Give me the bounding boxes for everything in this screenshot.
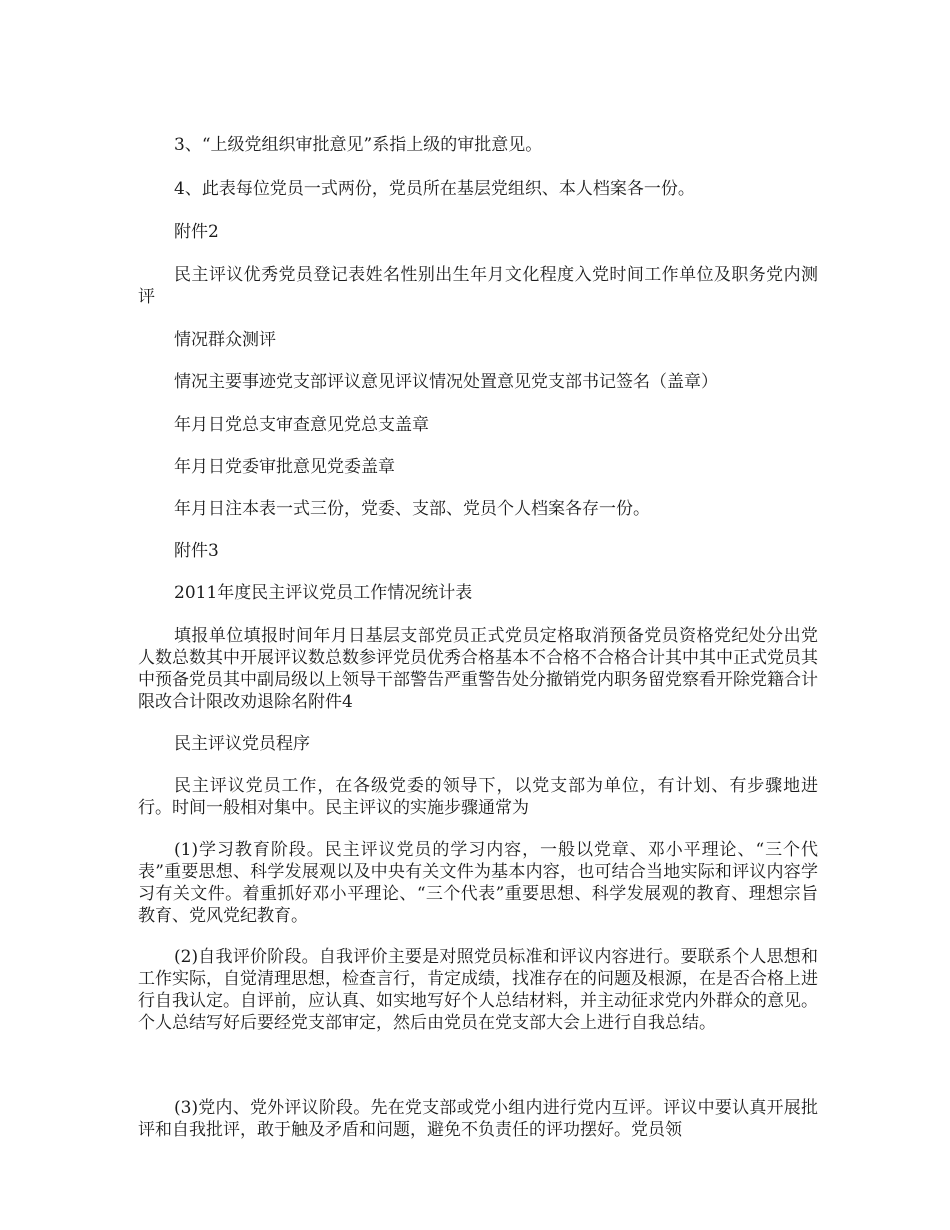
paragraph-note-3: 3、“上级党组织审批意见”系指上级的审批意见。 — [174, 135, 543, 155]
paragraph-step-3: (3)党内、党外评议阶段。先在党支部或党小组内进行党内互评。评议中要认真开展批评和自我批评，敢于触及矛盾和问题，避免不负责任的评功摆好。党员领 — [138, 1098, 818, 1140]
paragraph-party-committee: 年月日党委审批意见党委盖章 — [174, 457, 395, 477]
paragraph-note-4: 4、此表每位党员一式两份，党员所在基层党组织、本人档案各一份。 — [174, 179, 695, 199]
statistics-table-title: 2011年度民主评议党员工作情况统计表 — [174, 583, 473, 603]
paragraph-step-1: (1)学习教育阶段。民主评议党员的学习内容，一般以党章、邓小平理论、“三个代表”重要思想、科学发展观以及中央有关文件为基本内容，也可结合当地实际和评议内容学习有关文件。着重抓好邓小平理论、“三个代表”重要思想、科学发展观的教育、理想宗旨教育、党风党纪教育。 — [138, 840, 818, 926]
attachment-3-heading: 附件3 — [174, 541, 219, 561]
paragraph-registration-form: 民主评议优秀党员登记表姓名性别出生年月文化程度入党时间工作单位及职务党内测评 — [138, 265, 818, 307]
paragraph-procedure-intro: 民主评议党员工作，在各级党委的领导下，以党支部为单位，有计划、有步骤地进行。时间一般相对集中。民主评议的实施步骤通常为 — [138, 776, 818, 818]
paragraph-step-2: (2)自我评价阶段。自我评价主要是对照党员标准和评议内容进行。要联系个人思想和工作实际，自觉清理思想，检查言行，肯定成绩，找准存在的问题及根源，在是否合格上进行自我认定。自评前，应认真、如实地写好个人总结材料，并主动征求党内外群众的意见。个人总结写好后要经党支部审定，然后由党员在党支部大会上进行自我总结。 — [138, 947, 818, 1033]
paragraph-form-copies: 年月日注本表一式三份，党委、支部、党员个人档案各存一份。 — [174, 499, 650, 519]
paragraph-statistics-fields: 填报单位填报时间年月日基层支部党员正式党员定格取消预备党员资格党纪处分出党人数总数其中开展评议数总数参评党员优秀合格基本不合格不合格合计其中其中正式党员其中预备党员其中副局级以上领导干部警告严重警告处分撤销党内职务留党察看开除党籍合计限改合计限改劝退除名附件4 — [138, 626, 818, 712]
paragraph-main-deeds: 情况主要事迹党支部评议意见评议情况处置意见党支部书记签名（盖章） — [174, 372, 718, 392]
paragraph-mass-evaluation: 情况群众测评 — [174, 330, 276, 350]
attachment-2-heading: 附件2 — [174, 222, 219, 242]
paragraph-general-branch: 年月日党总支审查意见党总支盖章 — [174, 415, 429, 435]
procedure-heading: 民主评议党员程序 — [174, 734, 310, 754]
